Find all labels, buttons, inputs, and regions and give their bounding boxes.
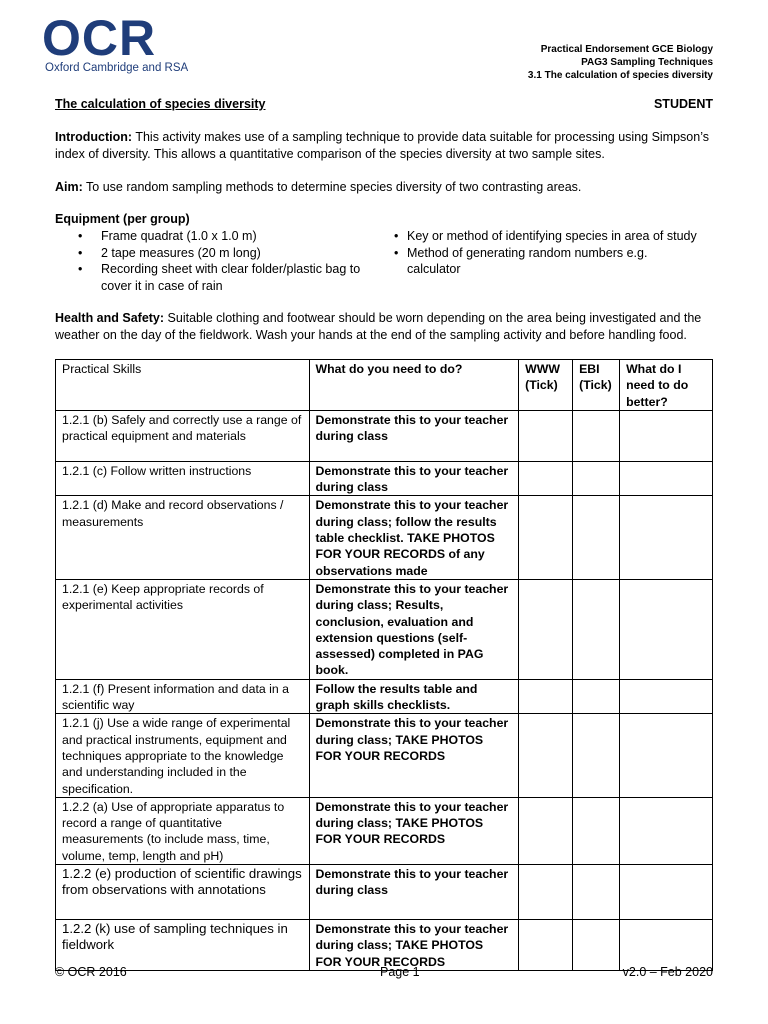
- todo-cell: Demonstrate this to your teacher during class; TAKE PHOTOS FOR YOUR RECORDS: [309, 920, 519, 971]
- www-tick-cell[interactable]: [519, 461, 573, 496]
- health-label: Health and Safety:: [55, 311, 165, 325]
- todo-cell: Demonstrate this to your teacher during class; TAKE PHOTOS FOR YOUR RECORDS: [309, 797, 519, 864]
- todo-cell: Follow the results table and graph skills checklists.: [309, 679, 519, 714]
- ebi-tick-cell[interactable]: [573, 579, 620, 679]
- do-better-cell[interactable]: [620, 920, 713, 971]
- www-tick-cell[interactable]: [519, 679, 573, 714]
- page-title: The calculation of species diversity: [55, 97, 266, 111]
- skill-cell: 1.2.2 (a) Use of appropriate apparatus to record a range of quantitative measurements (to include mass, time, volume, temp, length and pH): [56, 797, 310, 864]
- do-better-cell[interactable]: [620, 865, 713, 920]
- www-tick-cell[interactable]: [519, 920, 573, 971]
- ebi-tick-cell[interactable]: [573, 461, 620, 496]
- equipment-item: • Key or method of identifying species in area of study: [392, 228, 722, 245]
- skill-cell: 1.2.1 (e) Keep appropriate records of experimental activities: [56, 579, 310, 679]
- introduction-label: Introduction:: [55, 130, 133, 144]
- skill-cell: 1.2.2 (e) production of scientific drawings from observations with annotations: [56, 865, 310, 920]
- ebi-tick-cell[interactable]: [573, 714, 620, 797]
- table-header-row: [56, 360, 713, 411]
- table-row: [56, 714, 713, 797]
- student-label: STUDENT: [653, 97, 713, 111]
- do-better-cell[interactable]: [620, 797, 713, 864]
- todo-cell: Demonstrate this to your teacher during class; follow the results table checklist. TAKE PHOTOS FOR YOUR RECORDS of any observations made: [309, 496, 519, 579]
- ebi-tick-cell[interactable]: [573, 679, 620, 714]
- equipment-item: • Method of generating random numbers e.g. calculator: [392, 245, 722, 278]
- table-row: [56, 865, 713, 920]
- footer-copyright: © OCR 2016: [55, 965, 127, 979]
- ebi-tick-cell[interactable]: [573, 920, 620, 971]
- todo-cell: Demonstrate this to your teacher during class: [309, 410, 519, 461]
- skill-cell: 1.2.1 (d) Make and record observations / measurements: [56, 496, 310, 579]
- table-row: [56, 461, 713, 496]
- header-what-to-do: What do you need to do?: [309, 360, 519, 411]
- footer-page-number: Page 1: [380, 965, 420, 979]
- introduction: [55, 129, 715, 162]
- equipment-item: • 2 tape measures (20 m long): [55, 245, 375, 262]
- www-tick-cell[interactable]: [519, 797, 573, 864]
- health-and-safety: [55, 310, 715, 343]
- www-tick-cell[interactable]: [519, 714, 573, 797]
- ocr-logo-subtitle: Oxford Cambridge and RSA: [45, 62, 189, 74]
- health-text: Suitable clothing and footwear should be worn depending on the area being investigated and the weather on the day of the fieldwork. Wash your hands at the end of the sampling activity and before handling food.: [55, 311, 702, 342]
- www-tick-cell[interactable]: [519, 410, 573, 461]
- introduction-text: This activity makes use of a sampling technique to provide data suitable for processing using Simpson’s index of diversity. This allows a quantitative comparison of the species diversity at two sample sites.: [55, 130, 710, 161]
- table-row: [56, 679, 713, 714]
- ebi-tick-cell[interactable]: [573, 797, 620, 864]
- header-pag: PAG3 Sampling Techniques: [581, 57, 713, 68]
- ocr-logo: OCR: [42, 10, 157, 66]
- table-row: [56, 410, 713, 461]
- do-better-cell[interactable]: [620, 410, 713, 461]
- aim: [55, 179, 715, 196]
- ebi-tick-cell[interactable]: [573, 865, 620, 920]
- www-tick-cell[interactable]: [519, 496, 573, 579]
- skill-cell: 1.2.1 (j) Use a wide range of experimental and practical instruments, equipment and techniques appropriate to the knowledge and understanding included in the specification.: [56, 714, 310, 797]
- todo-cell: Demonstrate this to your teacher during class; TAKE PHOTOS FOR YOUR RECORDS: [309, 714, 519, 797]
- table-row: [56, 579, 713, 679]
- header-course: Practical Endorsement GCE Biology: [540, 44, 713, 55]
- ebi-tick-cell[interactable]: [573, 496, 620, 579]
- todo-cell: Demonstrate this to your teacher during class: [309, 865, 519, 920]
- aim-label: Aim:: [55, 180, 83, 194]
- header-activity: 3.1 The calculation of species diversity: [527, 70, 713, 81]
- skill-cell: 1.2.1 (c) Follow written instructions: [56, 461, 310, 496]
- do-better-cell[interactable]: [620, 461, 713, 496]
- table-row: [56, 496, 713, 579]
- header-do-better: What do I need to do better?: [620, 360, 713, 411]
- do-better-cell[interactable]: [620, 579, 713, 679]
- todo-cell: Demonstrate this to your teacher during class; Results, conclusion, evaluation and extension questions (self-assessed) completed in PAG book.: [309, 579, 519, 679]
- equipment-list-right: [392, 228, 722, 278]
- www-tick-cell[interactable]: [519, 865, 573, 920]
- equipment-heading: Equipment (per group): [55, 212, 190, 226]
- ebi-tick-cell[interactable]: [573, 410, 620, 461]
- do-better-cell[interactable]: [620, 714, 713, 797]
- do-better-cell[interactable]: [620, 496, 713, 579]
- equipment-item: • Recording sheet with clear folder/plastic bag to cover it in case of rain: [55, 261, 375, 294]
- table-row: [56, 797, 713, 864]
- todo-cell: Demonstrate this to your teacher during class: [309, 461, 519, 496]
- header-ebi: EBI (Tick): [573, 360, 620, 411]
- skill-cell: 1.2.1 (f) Present information and data in a scientific way: [56, 679, 310, 714]
- www-tick-cell[interactable]: [519, 579, 573, 679]
- skill-cell: 1.2.1 (b) Safely and correctly use a range of practical equipment and materials: [56, 410, 310, 461]
- header-practical-skills: Practical Skills: [56, 360, 310, 411]
- equipment-item: • Frame quadrat (1.0 x 1.0 m): [55, 228, 375, 245]
- equipment-list-left: [55, 228, 375, 294]
- footer-version: v2.0 – Feb 2020: [622, 965, 713, 979]
- practical-skills-table: [55, 359, 713, 971]
- header-www: WWW (Tick): [519, 360, 573, 411]
- do-better-cell[interactable]: [620, 679, 713, 714]
- table-row: [56, 920, 713, 971]
- skill-cell: 1.2.2 (k) use of sampling techniques in fieldwork: [56, 920, 310, 971]
- aim-text: To use random sampling methods to determine species diversity of two contrasting areas.: [82, 180, 582, 194]
